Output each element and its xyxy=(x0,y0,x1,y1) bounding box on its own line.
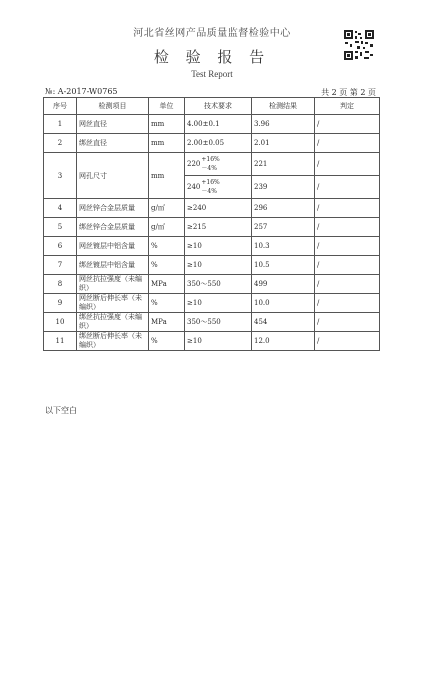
row-no: 10 xyxy=(44,313,77,332)
row-requirement xyxy=(185,153,252,176)
row-requirement: 2.00±0.05 xyxy=(185,134,252,153)
tolerance-range xyxy=(201,178,219,196)
row-requirement: 4.00±0.1 xyxy=(185,115,252,134)
tolerance-upper: +16% xyxy=(201,179,220,186)
row-requirement: ≥10 xyxy=(185,332,252,351)
row-verdict: / xyxy=(315,275,380,294)
row-result: 2.01 xyxy=(252,134,315,153)
row-unit: g/㎡ xyxy=(149,218,185,237)
row-item: 绑丝镀层中铝含量 xyxy=(77,256,149,275)
row-result: 12.0 xyxy=(252,332,315,351)
row-unit: MPa xyxy=(149,313,185,332)
tolerance-lower: －4% xyxy=(201,188,217,195)
tolerance-lower: －4% xyxy=(201,165,217,172)
row-result: 3.96 xyxy=(252,115,315,134)
table-row xyxy=(44,313,380,332)
table-row xyxy=(44,134,380,153)
row-verdict: / xyxy=(315,294,380,313)
row-result: 499 xyxy=(252,275,315,294)
blank-below-note: 以下空白 xyxy=(45,406,77,415)
row-no: 2 xyxy=(44,134,77,153)
row-requirement: ≥240 xyxy=(185,199,252,218)
row-result: 239 xyxy=(252,176,315,199)
tolerance-range xyxy=(201,155,219,173)
row-verdict: / xyxy=(315,313,380,332)
row-unit: % xyxy=(149,332,185,351)
tolerance-base: 220 xyxy=(187,160,201,168)
row-result: 454 xyxy=(252,313,315,332)
row-no: 3 xyxy=(44,153,77,199)
row-no: 8 xyxy=(44,275,77,294)
row-unit: mm xyxy=(149,115,185,134)
col-header-item: 检测项目 xyxy=(77,98,149,115)
row-unit: % xyxy=(149,237,185,256)
row-item: 绑丝断后伸长率（未编织） xyxy=(77,332,149,351)
col-header-no: 序号 xyxy=(44,98,77,115)
row-verdict: / xyxy=(315,199,380,218)
row-no: 5 xyxy=(44,218,77,237)
report-subtitle: Test Report xyxy=(191,69,233,79)
row-requirement: ≥10 xyxy=(185,256,252,275)
row-no: 4 xyxy=(44,199,77,218)
row-requirement: ≥215 xyxy=(185,218,252,237)
col-header-requirement: 技术要求 xyxy=(185,98,252,115)
row-result: 10.3 xyxy=(252,237,315,256)
row-result: 221 xyxy=(252,153,315,176)
page-indicator: 共 2 页 第 2 页 xyxy=(321,88,376,97)
tolerance-upper: +16% xyxy=(201,156,220,163)
row-unit: % xyxy=(149,256,185,275)
tolerance-base: 240 xyxy=(187,183,201,191)
row-result: 10.5 xyxy=(252,256,315,275)
row-requirement: ≥10 xyxy=(185,294,252,313)
col-header-result: 检测结果 xyxy=(252,98,315,115)
results-table xyxy=(43,97,380,351)
row-verdict: / xyxy=(315,332,380,351)
table-row xyxy=(44,332,380,351)
table-row xyxy=(44,275,380,294)
row-no: 9 xyxy=(44,294,77,313)
row-unit: mm xyxy=(149,153,185,199)
row-requirement: 350～550 xyxy=(185,313,252,332)
row-item: 网丝直径 xyxy=(77,115,149,134)
col-header-verdict: 判定 xyxy=(315,98,380,115)
qr-code-icon xyxy=(343,29,375,61)
table-row xyxy=(44,294,380,313)
row-verdict: / xyxy=(315,153,380,176)
row-verdict: / xyxy=(315,256,380,275)
row-result: 10.0 xyxy=(252,294,315,313)
report-number: №: A-2017-W0765 xyxy=(45,87,118,96)
row-item: 网孔尺寸 xyxy=(77,153,149,199)
row-unit: mm xyxy=(149,134,185,153)
col-header-unit: 单位 xyxy=(149,98,185,115)
table-row xyxy=(44,256,380,275)
row-result: 296 xyxy=(252,199,315,218)
row-item: 绑丝抗拉强度（未编织） xyxy=(77,313,149,332)
row-item: 绑丝直径 xyxy=(77,134,149,153)
row-requirement: ≥10 xyxy=(185,237,252,256)
row-unit: g/㎡ xyxy=(149,199,185,218)
table-row xyxy=(44,153,380,176)
row-requirement xyxy=(185,176,252,199)
row-item: 网丝抗拉强度（未编织） xyxy=(77,275,149,294)
row-item: 网丝锌合金层质量 xyxy=(77,199,149,218)
row-no: 7 xyxy=(44,256,77,275)
row-item: 网丝镀层中铝含量 xyxy=(77,237,149,256)
row-result: 257 xyxy=(252,218,315,237)
row-unit: % xyxy=(149,294,185,313)
table-header-row xyxy=(44,98,380,115)
table-row xyxy=(44,237,380,256)
row-requirement: 350～550 xyxy=(185,275,252,294)
row-item: 网丝断后伸长率（未编织） xyxy=(77,294,149,313)
issuing-organization: 河北省丝网产品质量监督检验中心 xyxy=(133,28,291,39)
row-verdict: / xyxy=(315,218,380,237)
table-row xyxy=(44,218,380,237)
row-no: 1 xyxy=(44,115,77,134)
row-verdict: / xyxy=(315,115,380,134)
row-no: 11 xyxy=(44,332,77,351)
row-no: 6 xyxy=(44,237,77,256)
row-verdict: / xyxy=(315,134,380,153)
row-verdict: / xyxy=(315,176,380,199)
row-unit: MPa xyxy=(149,275,185,294)
report-title: 检 验 报 告 xyxy=(153,48,271,66)
row-item: 绑丝锌合金层质量 xyxy=(77,218,149,237)
table-row xyxy=(44,115,380,134)
table-row xyxy=(44,199,380,218)
row-verdict: / xyxy=(315,237,380,256)
